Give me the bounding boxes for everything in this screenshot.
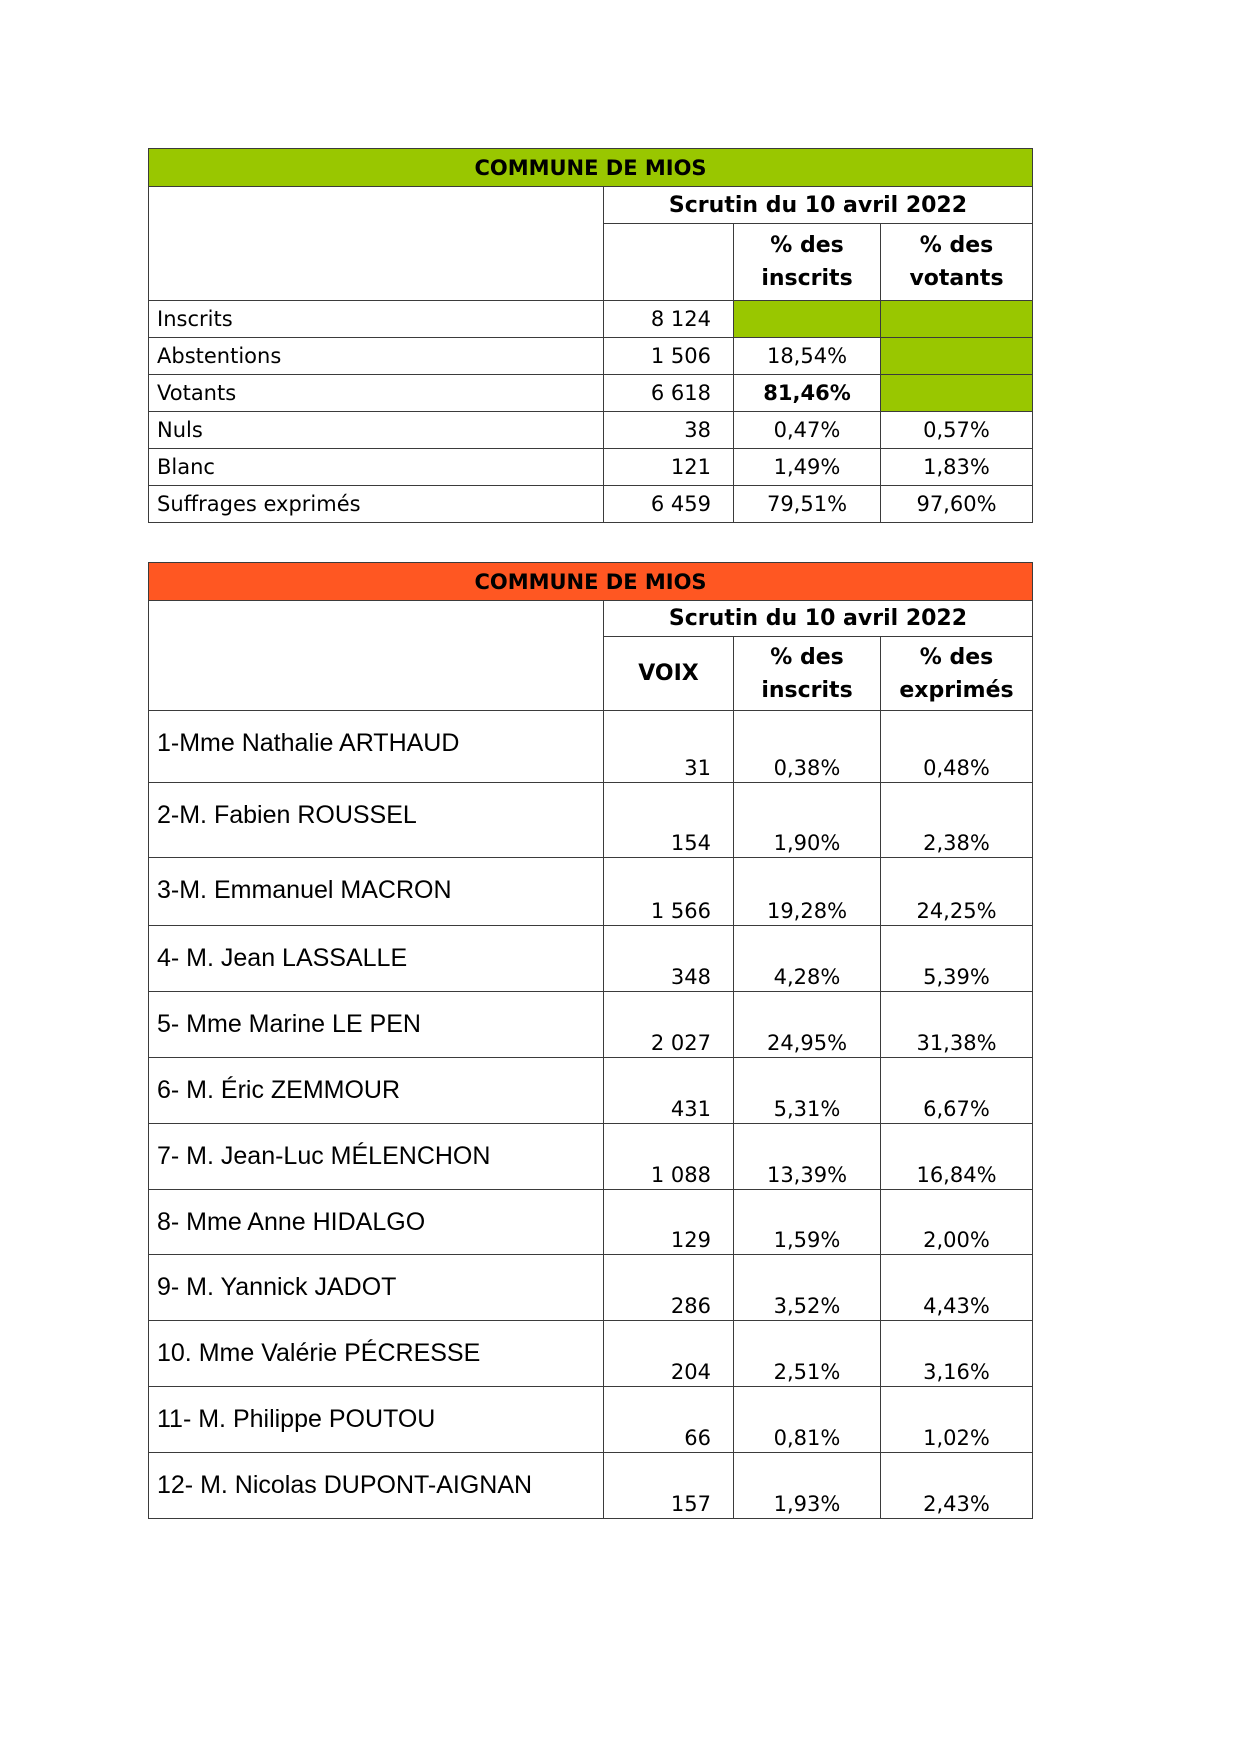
turnout-pct-votants	[881, 375, 1033, 412]
candidate-pct-inscrits: 2,51%	[734, 1321, 881, 1387]
candidate-pct-exprimes: 1,02%	[881, 1387, 1033, 1453]
turnout-col-pct-inscrits: % des inscrits	[734, 224, 881, 301]
candidate-voix: 204	[604, 1321, 734, 1387]
candidate-name: 2-M. Fabien ROUSSEL	[149, 783, 604, 858]
candidate-pct-inscrits: 1,93%	[734, 1453, 881, 1519]
candidate-pct-inscrits: 4,28%	[734, 926, 881, 992]
candidate-voix: 129	[604, 1190, 734, 1255]
candidate-pct-exprimes: 24,25%	[881, 858, 1033, 926]
candidate-name: 1-Mme Nathalie ARTHAUD	[149, 711, 604, 783]
candidate-name: 7- M. Jean-Luc MÉLENCHON	[149, 1124, 604, 1190]
candidate-name: 11- M. Philippe POUTOU	[149, 1387, 604, 1453]
candidate-pct-inscrits: 19,28%	[734, 858, 881, 926]
candidate-voix: 348	[604, 926, 734, 992]
turnout-table	[148, 148, 1033, 523]
turnout-value: 8 124	[604, 301, 734, 338]
candidate-row	[149, 1255, 1033, 1321]
candidate-row	[149, 1190, 1033, 1255]
turnout-value: 1 506	[604, 338, 734, 375]
candidate-pct-exprimes: 2,43%	[881, 1453, 1033, 1519]
candidate-pct-exprimes: 6,67%	[881, 1058, 1033, 1124]
candidate-name: 6- M. Éric ZEMMOUR	[149, 1058, 604, 1124]
turnout-row	[149, 412, 1033, 449]
turnout-table-title: COMMUNE DE MIOS	[149, 149, 1033, 187]
turnout-label: Votants	[149, 375, 604, 412]
turnout-row	[149, 301, 1033, 338]
turnout-pct-inscrits: 1,49%	[734, 449, 881, 486]
turnout-label: Suffrages exprimés	[149, 486, 604, 523]
turnout-value: 38	[604, 412, 734, 449]
candidate-voix: 286	[604, 1255, 734, 1321]
candidate-name: 12- M. Nicolas DUPONT-AIGNAN	[149, 1453, 604, 1519]
candidate-voix: 154	[604, 783, 734, 858]
candidate-pct-inscrits: 3,52%	[734, 1255, 881, 1321]
candidate-row	[149, 1321, 1033, 1387]
candidate-voix: 1 088	[604, 1124, 734, 1190]
candidate-pct-inscrits: 24,95%	[734, 992, 881, 1058]
candidate-name: 3-M. Emmanuel MACRON	[149, 858, 604, 926]
candidate-row	[149, 1058, 1033, 1124]
turnout-value: 6 459	[604, 486, 734, 523]
turnout-row	[149, 449, 1033, 486]
turnout-row	[149, 338, 1033, 375]
candidate-pct-exprimes: 5,39%	[881, 926, 1033, 992]
turnout-pct-inscrits: 0,47%	[734, 412, 881, 449]
candidate-voix: 2 027	[604, 992, 734, 1058]
turnout-value: 121	[604, 449, 734, 486]
candidate-pct-inscrits: 5,31%	[734, 1058, 881, 1124]
turnout-pct-votants	[881, 338, 1033, 375]
turnout-label: Abstentions	[149, 338, 604, 375]
candidate-voix: 31	[604, 711, 734, 783]
candidate-name: 9- M. Yannick JADOT	[149, 1255, 604, 1321]
candidate-pct-inscrits: 1,90%	[734, 783, 881, 858]
candidate-pct-inscrits: 1,59%	[734, 1190, 881, 1255]
candidate-row	[149, 711, 1033, 783]
candidate-pct-exprimes: 16,84%	[881, 1124, 1033, 1190]
turnout-value-header	[604, 224, 734, 301]
candidates-blank-header	[149, 601, 604, 711]
candidate-row	[149, 926, 1033, 992]
candidate-pct-inscrits: 0,81%	[734, 1387, 881, 1453]
turnout-pct-votants	[881, 301, 1033, 338]
turnout-pct-inscrits: 79,51%	[734, 486, 881, 523]
candidates-table	[148, 562, 1033, 1519]
candidate-row	[149, 858, 1033, 926]
turnout-pct-inscrits	[734, 301, 881, 338]
candidate-row	[149, 1453, 1033, 1519]
turnout-row	[149, 486, 1033, 523]
candidate-name: 10. Mme Valérie PÉCRESSE	[149, 1321, 604, 1387]
candidates-table-title: COMMUNE DE MIOS	[149, 563, 1033, 601]
candidate-voix: 157	[604, 1453, 734, 1519]
turnout-pct-votants: 97,60%	[881, 486, 1033, 523]
candidate-pct-exprimes: 0,48%	[881, 711, 1033, 783]
turnout-row	[149, 375, 1033, 412]
candidate-pct-exprimes: 2,38%	[881, 783, 1033, 858]
turnout-pct-inscrits: 81,46%	[734, 375, 881, 412]
turnout-label: Inscrits	[149, 301, 604, 338]
candidate-name: 5- Mme Marine LE PEN	[149, 992, 604, 1058]
candidate-pct-inscrits: 0,38%	[734, 711, 881, 783]
candidate-voix: 431	[604, 1058, 734, 1124]
candidate-voix: 1 566	[604, 858, 734, 926]
candidates-scrutin-date: Scrutin du 10 avril 2022	[604, 601, 1033, 637]
candidate-row	[149, 992, 1033, 1058]
turnout-value: 6 618	[604, 375, 734, 412]
turnout-label: Nuls	[149, 412, 604, 449]
candidate-pct-inscrits: 13,39%	[734, 1124, 881, 1190]
turnout-pct-votants: 0,57%	[881, 412, 1033, 449]
turnout-scrutin-date: Scrutin du 10 avril 2022	[604, 187, 1033, 224]
candidate-pct-exprimes: 2,00%	[881, 1190, 1033, 1255]
candidate-name: 8- Mme Anne HIDALGO	[149, 1190, 604, 1255]
candidate-row	[149, 1124, 1033, 1190]
turnout-pct-votants: 1,83%	[881, 449, 1033, 486]
turnout-col-pct-votants: % des votants	[881, 224, 1033, 301]
candidates-col-voix: VOIX	[604, 637, 734, 711]
turnout-pct-inscrits: 18,54%	[734, 338, 881, 375]
candidate-pct-exprimes: 3,16%	[881, 1321, 1033, 1387]
candidates-col-pct-inscrits: % des inscrits	[734, 637, 881, 711]
candidate-pct-exprimes: 31,38%	[881, 992, 1033, 1058]
candidate-row	[149, 783, 1033, 858]
turnout-blank-header	[149, 187, 604, 301]
candidates-col-pct-exprimes: % des exprimés	[881, 637, 1033, 711]
candidate-row	[149, 1387, 1033, 1453]
candidate-voix: 66	[604, 1387, 734, 1453]
turnout-label: Blanc	[149, 449, 604, 486]
candidate-pct-exprimes: 4,43%	[881, 1255, 1033, 1321]
candidate-name: 4- M. Jean LASSALLE	[149, 926, 604, 992]
